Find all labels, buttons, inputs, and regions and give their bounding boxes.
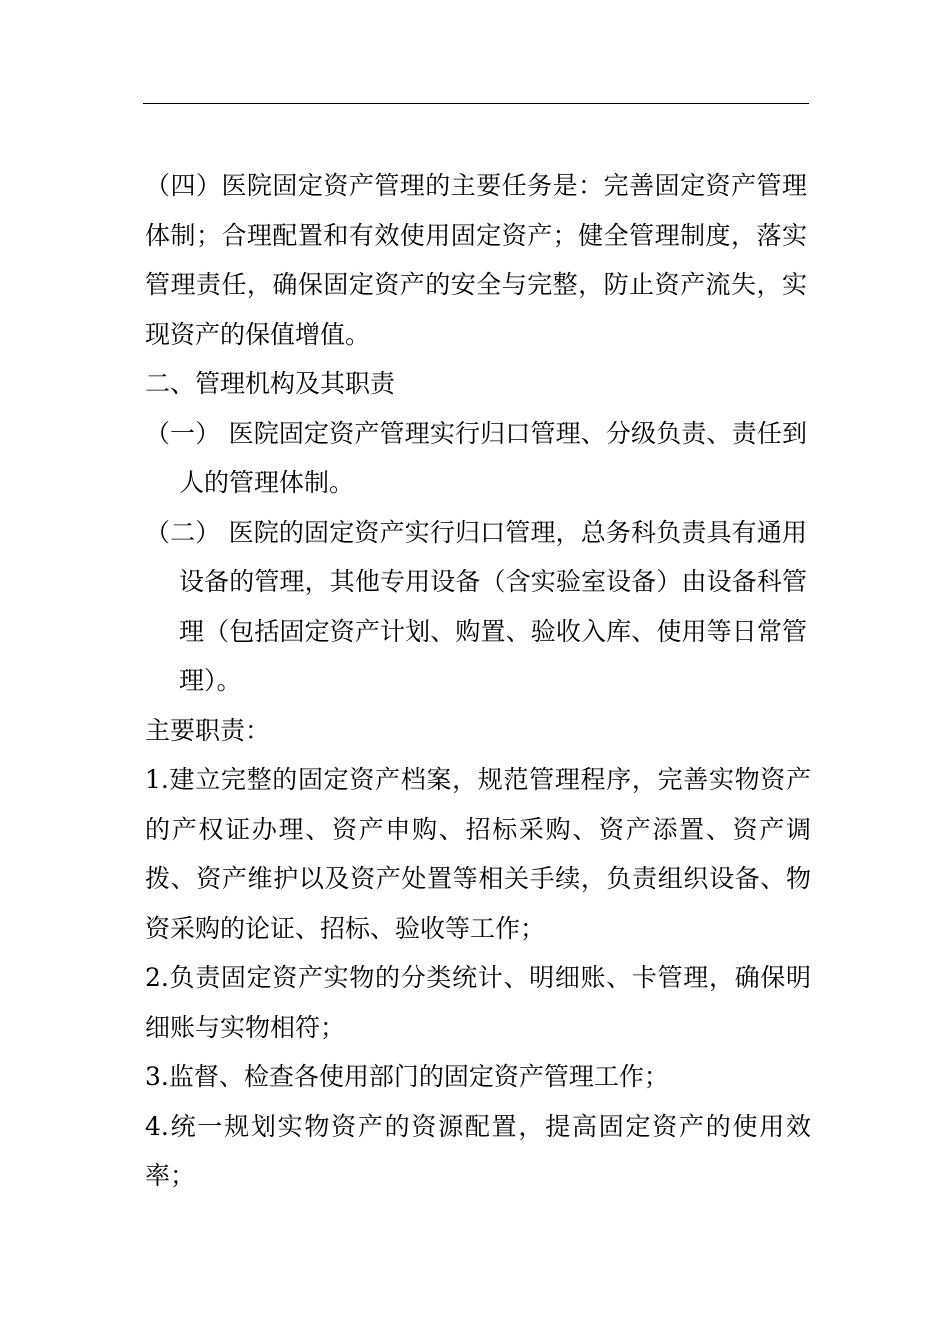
paragraph-item-two: （二） 医院的固定资产实行归口管理，总务科负责具有通用设备的管理，其他专用设备（含实验室设备）由设备科管理（包括固定资产计划、购置、验收入库、使用等日常管理）。 bbox=[145, 517, 807, 695]
paragraph-item-four: （四）医院固定资产管理的主要任务是：完善固定资产管理体制；合理配置和有效使用固定资产；健全管理制度，落实管理责任，确保固定资产的安全与完整，防止资产流失，实现资产的保值增值。 bbox=[145, 171, 807, 349]
header-rule bbox=[143, 103, 809, 104]
duty-item-3: 3.监督、检查各使用部门的固定资产管理工作； bbox=[145, 1062, 669, 1091]
document-body bbox=[145, 161, 811, 1201]
duty-item-2: 2.负责固定资产实物的分类统计、明细账、卡管理，确保明细账与实物相符； bbox=[145, 963, 811, 1042]
duty-item-4: 4.统一规划实物资产的资源配置，提高固定资产的使用效率； bbox=[145, 1111, 811, 1190]
section-two-heading: 二、管理机构及其职责 bbox=[145, 369, 396, 398]
duty-item-1: 1.建立完整的固定资产档案，规范管理程序，完善实物资产的产权证办理、资产申购、招标采购、资产添置、资产调拨、资产维护以及资产处置等相关手续，负责组织设备、物资采购的论证、招标、验收等工作； bbox=[145, 765, 811, 943]
duties-heading: 主要职责： bbox=[145, 715, 271, 745]
paragraph-item-one: （一） 医院固定资产管理实行归口管理、分级负责、责任到人的管理体制。 bbox=[145, 418, 807, 497]
